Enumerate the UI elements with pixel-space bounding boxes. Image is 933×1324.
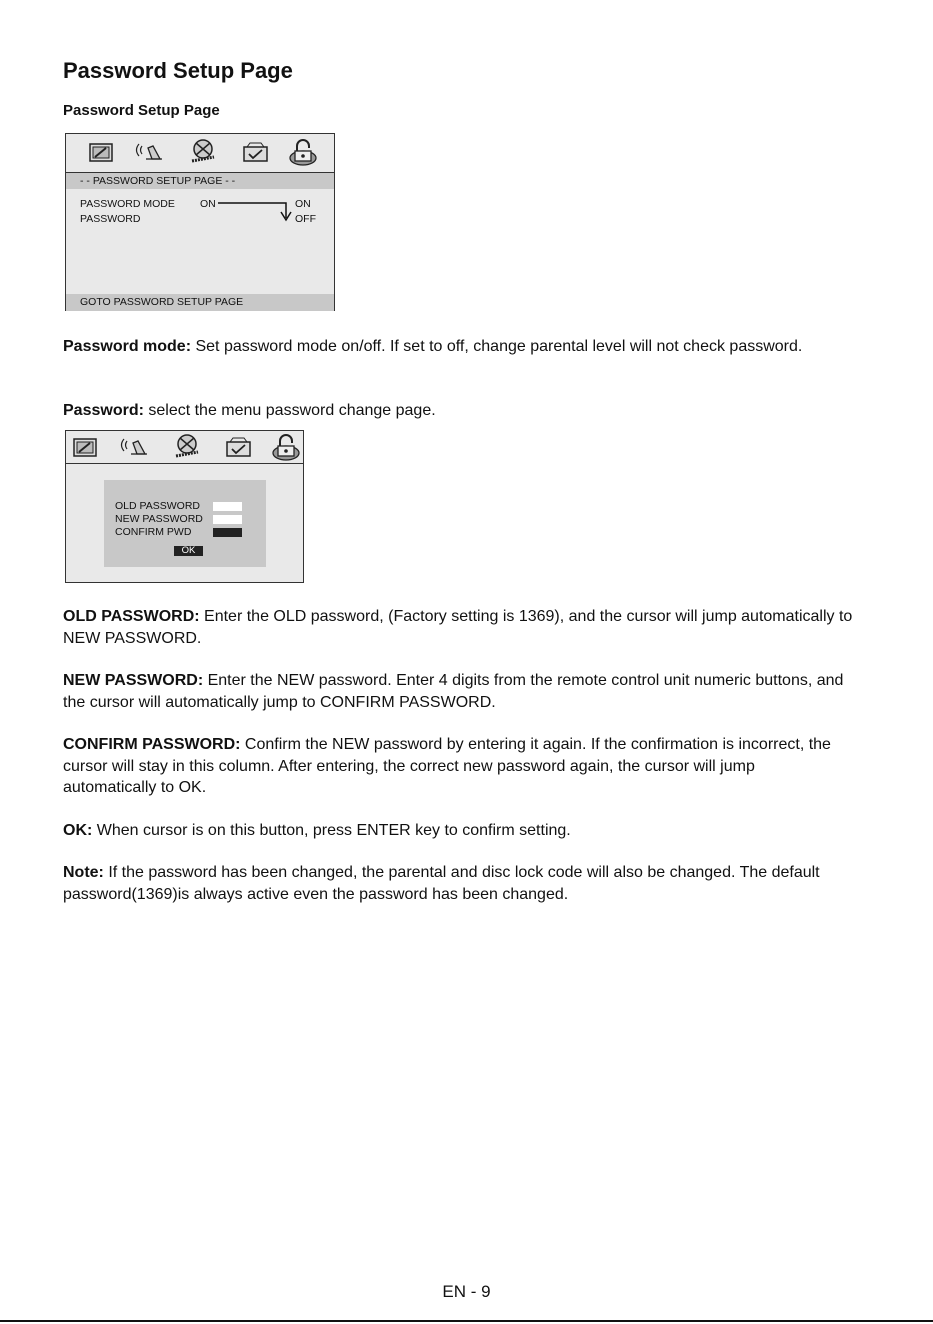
note-description xyxy=(63,862,838,905)
term-password: Password: xyxy=(63,402,144,419)
video-setup-icon[interactable] xyxy=(186,137,220,167)
desc-old-password: Enter the OLD password, (Factory setting is 1369), and the cursor will jump automatically to NEW PASSWORD. xyxy=(63,608,853,647)
desc-new-password: Enter the NEW password. Enter 4 digits from the remote control unit numeric buttons, and the cursor will automatically jump to CONFIRM PASSWORD. xyxy=(63,672,844,711)
confirm-password-label: CONFIRM PWD xyxy=(115,526,192,538)
old-password-field[interactable] xyxy=(213,502,242,511)
option-off[interactable]: OFF xyxy=(295,213,316,225)
ok-button[interactable]: OK xyxy=(174,546,203,556)
password-label[interactable]: PASSWORD xyxy=(80,213,141,225)
password-mode-label: PASSWORD MODE xyxy=(80,198,175,210)
term-ok: OK: xyxy=(63,822,93,839)
preference-setup-icon[interactable] xyxy=(238,137,272,167)
password-mode-value[interactable]: ON xyxy=(200,198,216,210)
general-setup-icon[interactable] xyxy=(68,432,102,462)
setup-icon-bar xyxy=(66,134,334,173)
confirm-password-field[interactable] xyxy=(213,528,242,537)
desc-ok: When cursor is on this button, press ENTER key to confirm setting. xyxy=(92,822,571,839)
term-new-password: NEW PASSWORD: xyxy=(63,672,204,689)
term-confirm-password: CONFIRM PASSWORD: xyxy=(63,736,241,753)
password-change-screen xyxy=(65,430,304,583)
general-setup-icon[interactable] xyxy=(84,137,118,167)
new-password-label: NEW PASSWORD xyxy=(115,513,203,525)
section-subtitle: Password Setup Page xyxy=(63,102,220,119)
password-description xyxy=(63,400,863,422)
old-password-label: OLD PASSWORD xyxy=(115,500,200,512)
video-setup-icon[interactable] xyxy=(170,432,204,462)
footer-rule xyxy=(0,1320,933,1322)
password-setup-screen xyxy=(65,133,335,311)
new-password-description xyxy=(63,670,853,713)
screen-footer-bar: GOTO PASSWORD SETUP PAGE xyxy=(66,294,334,311)
preference-setup-icon[interactable] xyxy=(221,432,255,462)
setup-icon-bar-2 xyxy=(66,431,303,464)
password-change-dialog xyxy=(104,480,266,567)
desc-password: select the menu password change page. xyxy=(143,402,436,419)
old-password-description xyxy=(63,606,863,649)
page-number: EN - 9 xyxy=(442,1282,491,1301)
term-note: Note: xyxy=(63,864,104,881)
screen-header-bar: - - PASSWORD SETUP PAGE - - xyxy=(66,173,334,189)
confirm-password-description xyxy=(63,734,843,799)
term-password-mode: Password mode: xyxy=(63,338,192,355)
new-password-field[interactable] xyxy=(213,515,242,524)
audio-setup-icon[interactable] xyxy=(119,432,153,462)
selection-arrow xyxy=(218,200,292,222)
option-on[interactable]: ON xyxy=(295,198,311,210)
term-old-password: OLD PASSWORD: xyxy=(63,608,200,625)
password-lock-icon[interactable] xyxy=(286,137,320,167)
page-title: Password Setup Page xyxy=(63,58,293,83)
password-mode-description xyxy=(63,336,863,358)
desc-confirm-password: Confirm the NEW password by entering it again. If the confirmation is incorrect, the cursor will stay in this column. After entering, the correct new password again, the cursor will jump automatically to OK. xyxy=(63,736,831,796)
password-lock-icon[interactable] xyxy=(269,432,303,462)
audio-setup-icon[interactable] xyxy=(134,137,168,167)
desc-password-mode: Set password mode on/off. If set to off, change parental level will not check password. xyxy=(191,338,803,355)
desc-note: If the password has been changed, the parental and disc lock code will also be changed. The default password(1369)is always active even the password has been changed. xyxy=(63,864,820,903)
ok-description xyxy=(63,820,863,842)
